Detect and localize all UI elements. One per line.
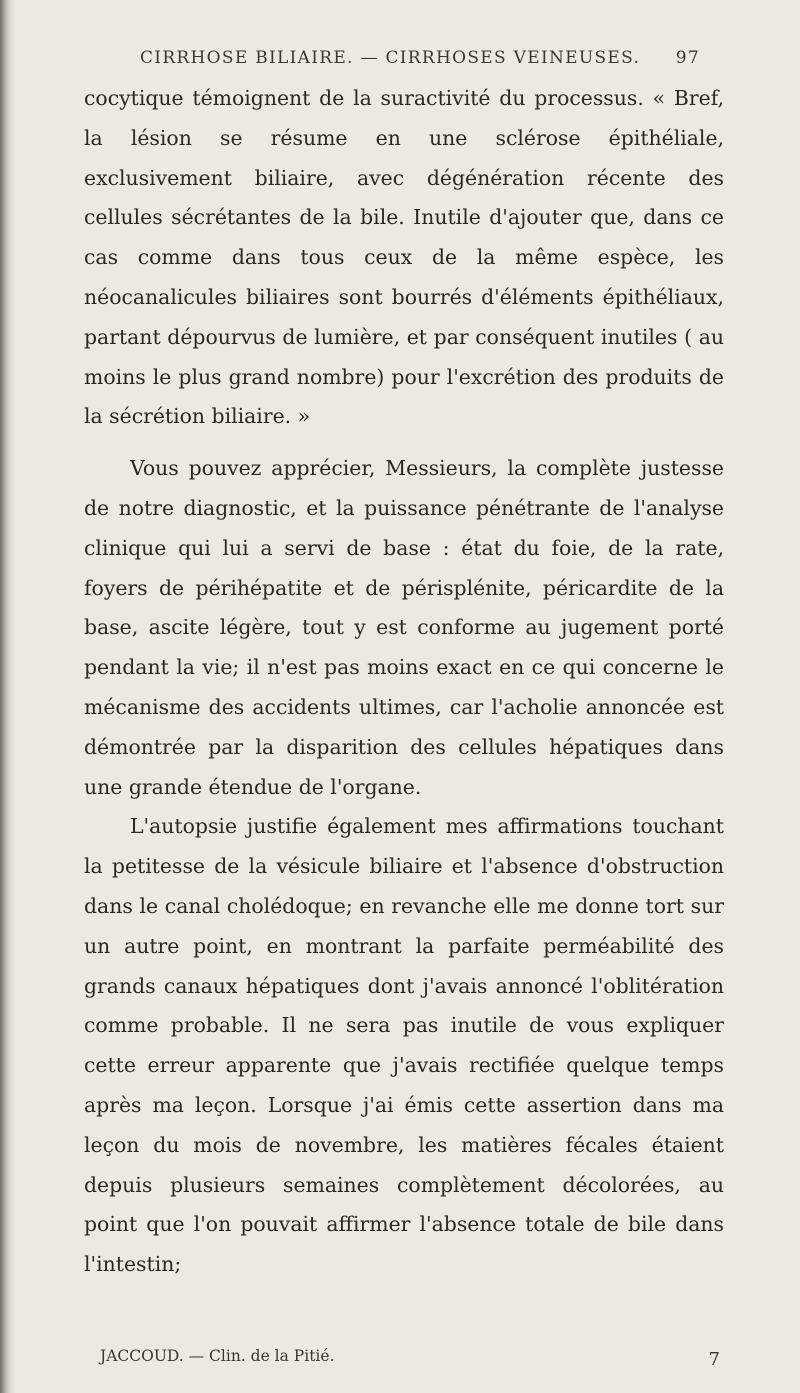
printer-signature: JACCOUD. — Clin. de la Pitié.	[100, 1347, 335, 1365]
paragraph: Vous pouvez apprécier, Messieurs, la complète justesse de notre diagnostic, et la puissance pénétrante de l'analyse clinique qui lui a servi de base : état du foie, de la rate, foyers de périhépatite et de périsplénite, péricardite de la base, ascite légère, tout y est conforme au jugement porté pendant la vie; il n'est pas moins exact en ce qui concerne le mécanisme des accidents ultimes, car l'acholie annoncée est démontrée par la disparition des cellules hépatiques dans une grande étendue de l'organe.	[84, 456, 724, 799]
footer-line	[100, 1347, 720, 1371]
paragraph: L'autopsie justifie également mes affirmations touchant la petitesse de la vésicule biliaire et l'absence d'obstruction dans le canal cholédoque; en revanche elle me donne tort sur un autre point, en montrant la parfaite perméabilité des grands canaux hépatiques dont j'avais annoncé l'oblitération comme probable. Il ne sera pas inutile de vous expliquer cette erreur apparente que j'avais rectifiée quelque temps après ma leçon. Lorsque j'ai émis cette assertion dans ma leçon du mois de novembre, les matières fécales étaient depuis plusieurs semaines complètement décolorées, au point que l'on pouvait affirmer l'absence totale de bile dans l'intestin;	[84, 814, 724, 1277]
running-head	[140, 48, 700, 72]
running-title: CIRRHOSE BILIAIRE. — CIRRHOSES VEINEUSES.	[140, 48, 641, 68]
page-number: 97	[675, 48, 700, 68]
body-text	[84, 79, 724, 1285]
paragraph-continued: cocytique témoignent de la suractivité du processus. « Bref, la lésion se résume en une sclérose épithéliale, exclusivement biliaire, avec dégénération récente des cellules sécrétantes de la bile. Inutile d'ajouter que, dans ce cas comme dans tous ceux de la même espèce, les néocanalicules biliaires sont bourrés d'éléments épithéliaux, partant dépourvus de lumière, et par conséquent inutiles ( au moins le plus grand nombre) pour l'excrétion des produits de la sécrétion biliaire. »	[84, 86, 724, 429]
sheet-number: 7	[708, 1349, 720, 1370]
